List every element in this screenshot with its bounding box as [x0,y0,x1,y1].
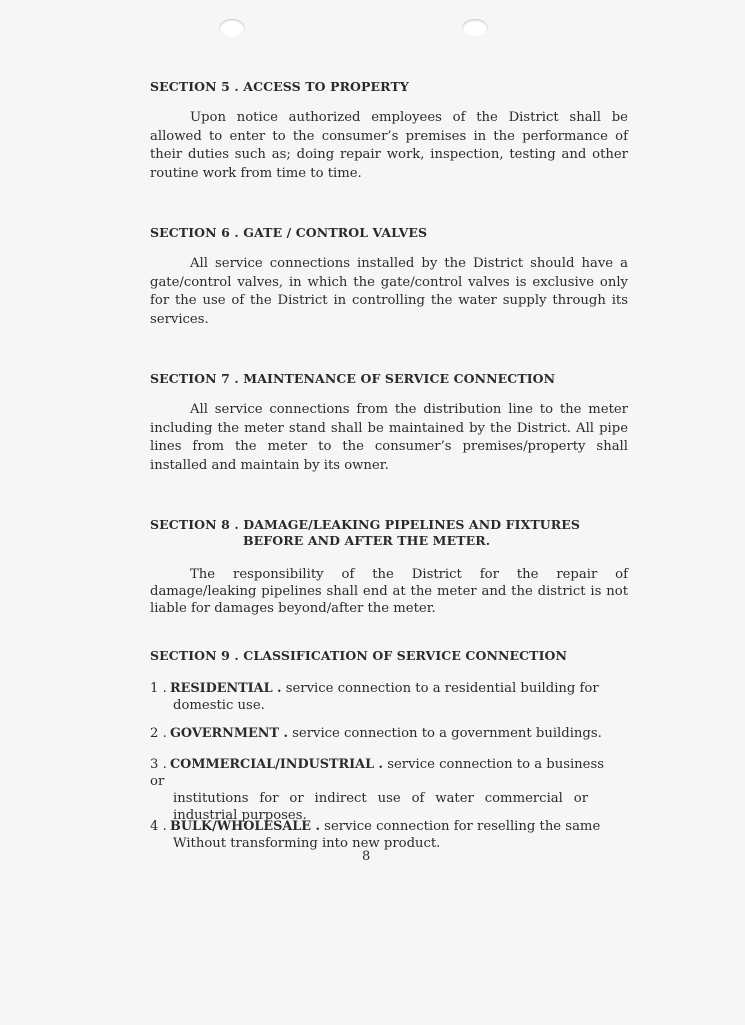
list-item-text: service connection to a government buildings. [292,726,602,741]
list-item-number: 2 . [150,726,167,741]
list-item-continuation: domestic use. [173,698,265,713]
list-item-number: 4 . [150,819,167,834]
list-item-continuation: institutions for or indirect use of water commercial or industrial purposes. [173,791,588,823]
list-item-text: service connection to a business or [150,757,605,789]
section-8-heading [150,517,580,548]
punch-hole-left [219,19,245,37]
list-item-term: RESIDENTIAL . [170,681,282,696]
page-number: 8 [362,849,371,864]
list-item-term: GOVERNMENT . [170,726,288,741]
section-8-body: The responsibility of the District for the repair of damage/leaking pipelines shall end at the meter and the district is not liable for damages beyond/after the meter. [150,567,628,616]
list-item-text: service connection to a residential building for [285,681,599,696]
list-item-number: 3 . [150,757,167,772]
section-5-heading: SECTION 5 . ACCESS TO PROPERTY [150,79,409,94]
section-7-body: All service connections from the distribution line to the meter including the meter stand shall be maintained by the District. All pipe lines from the meter to the consumer’s premises/property shall installed and maintain by its owner. [150,402,628,473]
list-item-commercial-industrial [150,756,610,824]
list-item-text: service connection for reselling the same [324,819,601,834]
list-item-number: 1 . [150,681,167,696]
section-5-body: Upon notice authorized employees of the District shall be allowed to enter to the consumer’s premises in the performance of their duties such as; doing repair work, inspection, testing and other routine work from time to time. [150,110,628,181]
list-item-term: COMMERCIAL/INDUSTRIAL . [170,757,383,772]
list-item-bulk-wholesale [150,818,610,852]
section-9-heading: SECTION 9 . CLASSIFICATION OF SERVICE CONNECTION [150,648,568,663]
list-item-residential [150,680,610,714]
section-8-heading-line2: BEFORE AND AFTER THE METER. [243,533,491,548]
section-8-heading-line1: SECTION 8 . DAMAGE/LEAKING PIPELINES AND FIXTURES [150,517,581,532]
list-item-continuation: Without transforming into new product. [173,836,441,851]
list-item-term: BULK/WHOLESALE . [170,819,320,834]
section-7-heading: SECTION 7 . MAINTENANCE OF SERVICE CONNECTION [150,371,556,386]
punch-hole-right [462,19,488,37]
list-item-government [150,725,610,742]
section-6-heading: SECTION 6 . GATE / CONTROL VALVES [150,225,428,240]
section-6-body: All service connections installed by the District should have a gate/control valves, in which the gate/control valves is exclusive only for the use of the District in controlling the water supply through its services. [150,256,628,327]
